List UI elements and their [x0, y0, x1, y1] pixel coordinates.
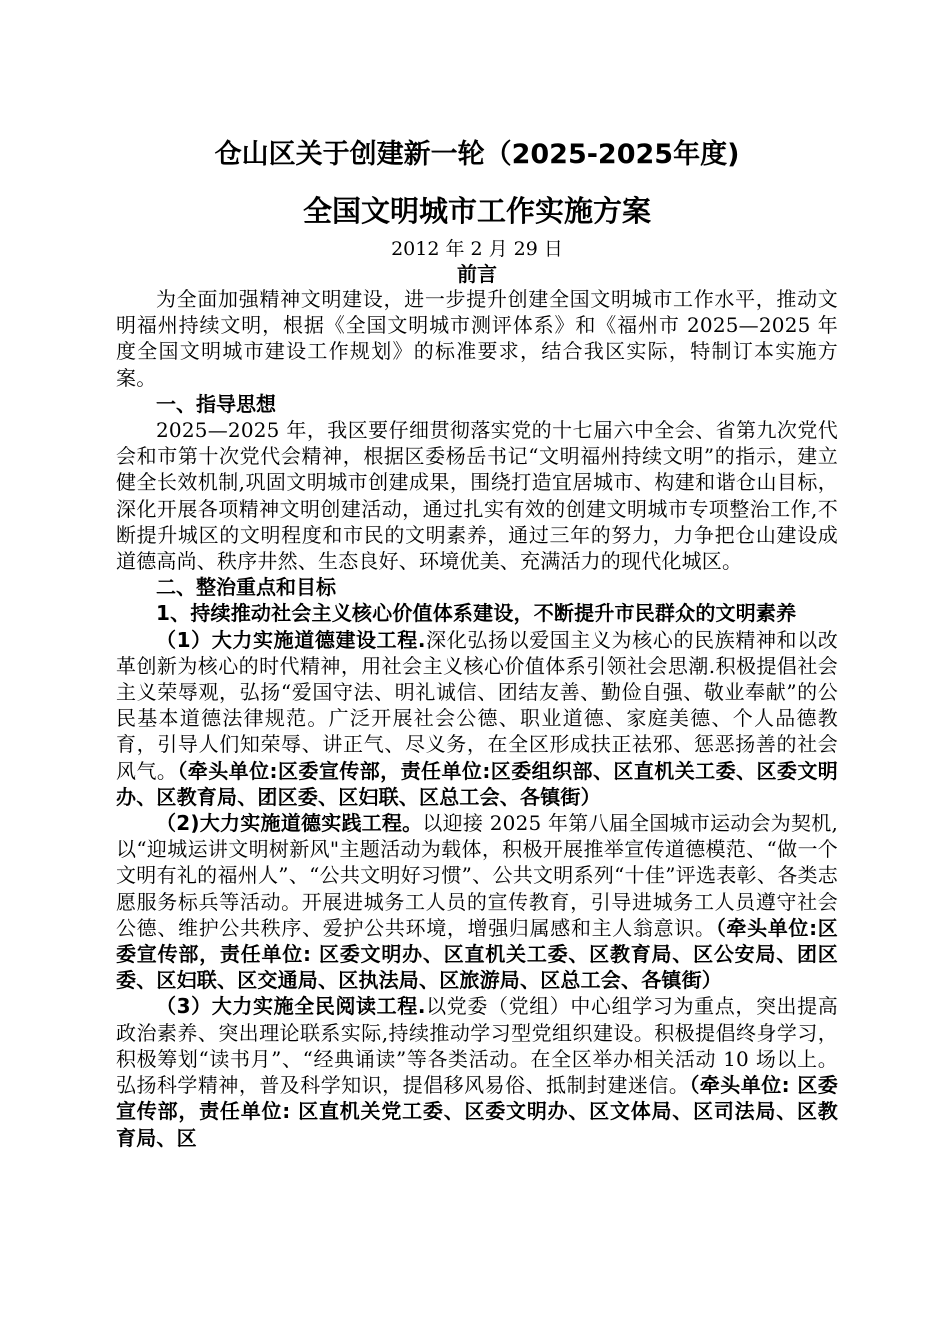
item1-text: 深化弘扬以爱国主义为核心的民族精神和以改革创新为核心的时代精神，用社会主义核心价值体系引领社会思潮.积极提倡社会主义荣辱观，弘扬“爱国守法、明礼诚信、团结友善、勤俭自强、敬业奉献”的公民基本道德法律规范。广泛开展社会公德、职业道德、家庭美德、个人品德教育，引导人们知荣辱、讲正气、尽义务，在全区形成扶正祛邪、惩恶扬善的社会风气。	[116, 627, 838, 783]
item2-text: 以迎接 2025 年第八届全国城市运动会为契机,以“迎城运讲文明树新风"主题活动为载体，积极开展推举宣传道德模范、“做一个文明有礼的福州人”、“公共文明好习惯”、公共文明系列“十佳”评选表彰、各类志愿服务标兵等活动。开展进城务工人员的宣传教育，引导进城务工人员遵守社会公德、维护公共秩序、爱护公共环境，增强归属感和主人翁意识。	[116, 811, 838, 940]
item3-paragraph	[116, 993, 838, 1150]
item3-heading: （3）大力实施全民阅读工程.	[156, 994, 426, 1019]
item2-units: （牵头单位:区委宣传部，责任单位: 区委文明办、区直机关工委、区教育局、区公安局、团区委、区妇联、区交通局、区执法局、区旅游局、区总工会、各镇街）	[116, 915, 838, 993]
item3-text: 以党委（党组）中心组学习为重点，突出提高政治素养、突出理论联系实际,持续推动学习型党组织建设。积极提倡终身学习，积极筹划“读书月”、“经典诵读”等各类活动。在全区举办相关活动 10 场以上。弘扬科学精神，普及科学知识，提倡移风易俗、抵制封建迷信。	[116, 994, 838, 1098]
preface-paragraph: 为全面加强精神文明建设，进一步提升创建全国文明城市工作水平，推动文明福州持续文明，根据《全国文明城市测评体系》和《福州市 2025—2025 年度全国文明城市建设工作规划》的标准要求，结合我区实际，特制订本实施方案。	[116, 287, 838, 390]
item1-units: （牵头单位:区委宣传部，责任单位:区委组织部、区直机关工委、区委文明办、区教育局、团区委、区妇联、区总工会、各镇街）	[116, 758, 839, 809]
document-page	[116, 126, 838, 1151]
section2-heading: 二、整治重点和目标	[156, 575, 336, 600]
section1-heading: 一、指导思想	[156, 391, 276, 416]
document-date: 2012 年 2 月 29 日	[391, 238, 563, 260]
document-title-line1: 仓山区关于创建新一轮（2025-2025年度)	[214, 139, 740, 170]
item2-paragraph	[116, 810, 838, 993]
item3-units: （牵头单位: 区委宣传部，责任单位: 区直机关党工委、区委文明办、区文体局、区司法局、区教育局、区	[116, 1073, 838, 1150]
item1-paragraph	[116, 627, 838, 810]
document-title-line2: 全国文明城市工作实施方案	[302, 194, 651, 228]
preface-heading: 前言	[457, 262, 497, 286]
section1-paragraph: 2025—2025 年，我区要仔细贯彻落实党的十七届六中全会、省第九次党代会和市第十次党代会精神，根据区委杨岳书记“文明福州持续文明”的指示，建立健全长效机制,巩固文明城市创建成果，围绕打造宜居城市、构建和谐仓山目标，深化开展各项精神文明创建活动，通过扎实有效的创建文明城市专项整治工作,不断提升城区的文明程度和市民的文明素养，通过三年的努力，力争把仓山建设成道德高尚、秩序井然、生态良好、环境优美、充满活力的现代化城区。	[116, 418, 838, 574]
item2-heading: （2)大力实施道德实践工程。	[156, 811, 423, 836]
item1-heading: （1）大力实施道德建设工程.	[156, 627, 426, 652]
subsection1-heading: 1、持续推动社会主义核心价值体系建设，不断提升市民群众的文明素养	[156, 601, 797, 626]
